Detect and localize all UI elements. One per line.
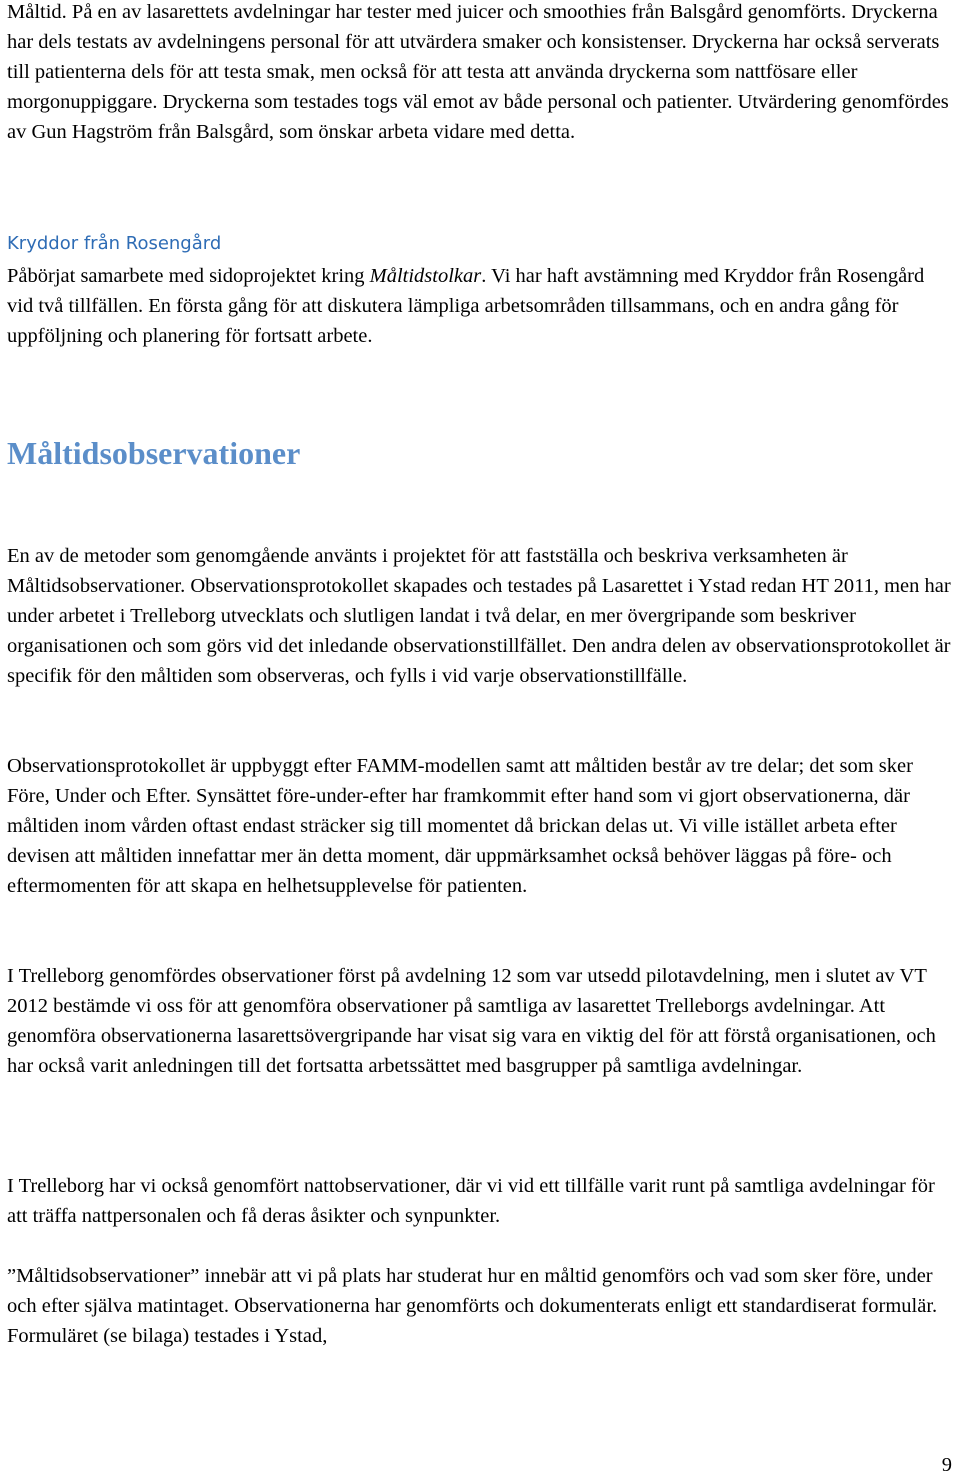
kryddor-text-italic: Måltidstolkar [369, 265, 482, 287]
paragraph-observations-3: I Trelleborg genomfördes observationer först på avdelning 12 som var utsedd pilotavdelning, men i slutet av VT 2012 bestämde vi oss för att genomföra observationer på samtliga av lasarettet Trelleborgs avdelningar. Att genomföra observationerna lasarettsövergripande har visat sig vara en viktig del för att förstå organisationen, och har också varit anledningen till det fortsatta arbetssättet med basgrupper på samtliga avdelningar. [7, 965, 936, 1077]
heading-maltidsobservationer: Måltidsobservationer [7, 435, 301, 471]
paragraph-observations-2: Observationsprotokollet är uppbyggt efter FAMM-modellen samt att måltiden består av tre delar; det som sker Före, Under och Efter. Synsättet före-under-efter har framkommit efter hand som vi gjort observationerna, där måltiden inom vården oftast endast sträcker sig till momentet då brickan delas ut. Vi ville istället arbeta efter devisen att måltiden innefattar mer än detta moment, där uppmärksamhet också behöver läggas på före- och eftermomenten för att skapa en helhetsupplevelse för patienten. [7, 755, 913, 897]
kryddor-text-after: . Vi har haft avstämning med Kryddor från Rosengård vid två tillfällen. En första gång för att diskutera lämpliga arbetsområden tillsammans, och en andra gång för uppföljning och planering för fortsatt arbete. [7, 265, 925, 347]
paragraph-intro: Måltid. På en av lasarettets avdelningar har tester med juicer och smoothies från Balsgård genomförts. Dryckerna har dels testats av avdelningens personal för att utvärdera smaker och konsistenser. Dryckerna har också serverats till patienterna dels för att testa smak, men också för att testa att använda dryckerna som nattfösare eller morgonuppiggare. Dryckerna som testades togs väl emot av både personal och patienter. Utvärdering genomfördes av Gun Hagström från Balsgård, som önskar arbeta vidare med detta. [7, 1, 949, 143]
paragraph-observations-1: En av de metoder som genomgående använts i projektet för att fastställa och beskriva verksamheten är Måltidsobservationer. Observationsprotokollet skapades och testades på Lasarettet i Ystad redan HT 2011, men har under arbetet i Trelleborg utvecklats och slutligen landat i två delar, en mer övergripande som beskriver organisationen och som görs vid det inledande observationstillfället. Den andra delen av observationsprotokollet är specifik för den måltiden som observeras, och fylls i vid varje observationstillfälle. [7, 545, 951, 687]
page-number: 9 [941, 1454, 952, 1476]
subheading-kryddor: Kryddor från Rosengård [7, 233, 222, 254]
kryddor-text-before: Påbörjat samarbete med sidoprojektet kring [7, 265, 370, 287]
paragraph-observations-5: ”Måltidsobservationer” innebär att vi på plats har studerat hur en måltid genomförs och vad som sker före, under och efter själva matintaget. Observationerna har genomförts och dokumenterats enligt ett standardiserat formulär. Formuläret (se bilaga) testades i Ystad, [7, 1265, 938, 1347]
paragraph-observations-4: I Trelleborg har vi också genomfört nattobservationer, där vi vid ett tillfälle varit runt på samtliga avdelningar för att träffa nattpersonalen och få deras åsikter och synpunkter. [7, 1175, 935, 1227]
paragraph-kryddor [7, 261, 955, 351]
